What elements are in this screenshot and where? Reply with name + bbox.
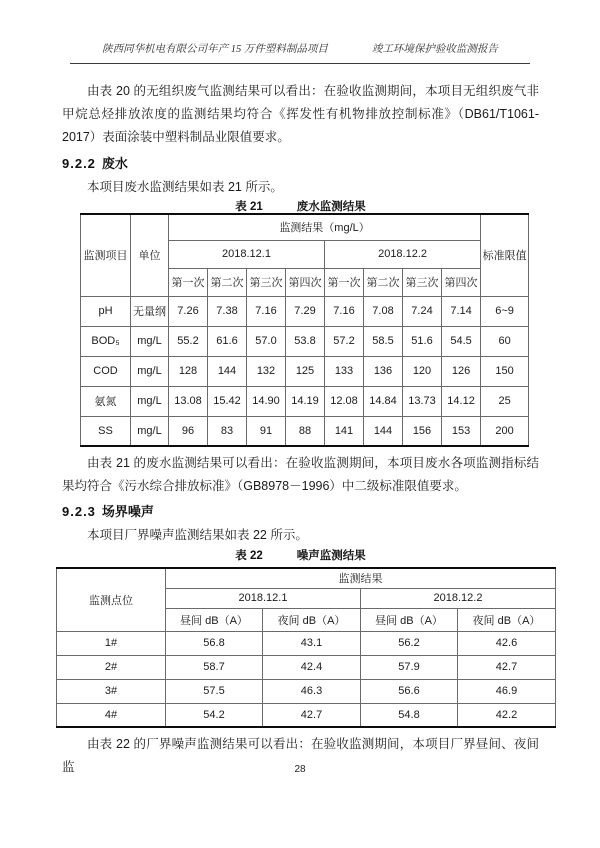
table-row <box>57 703 556 727</box>
cell-value: 156 <box>403 416 442 446</box>
cell-limit: 150 <box>481 356 529 386</box>
col-header-run: 第三次 <box>403 268 442 296</box>
col-header-date2: 2018.12.2 <box>361 588 556 608</box>
table21-caption <box>62 198 539 214</box>
section-heading-9-2-3 <box>62 501 154 520</box>
cell-value: 46.3 <box>263 679 361 703</box>
col-header-date2: 2018.12.2 <box>325 240 481 268</box>
cell-value: 42.7 <box>263 703 361 727</box>
cell-value: 58.7 <box>166 655 263 679</box>
section-number: 9.2.3 <box>62 504 96 519</box>
cell-value: 42.7 <box>458 655 556 679</box>
col-header-result-group: 监测结果（mg/L） <box>169 214 481 240</box>
header-divider <box>70 63 530 64</box>
cell-value: 54.2 <box>166 703 263 727</box>
cell-limit: 25 <box>481 386 529 416</box>
col-header-date1: 2018.12.1 <box>166 588 361 608</box>
cell-unit: 无量纲 <box>131 296 169 326</box>
col-header-result-group: 监测结果 <box>166 568 556 588</box>
col-header-day-night: 昼间 dB（A） <box>361 608 458 631</box>
cell-limit: 6~9 <box>481 296 529 326</box>
cell-value: 7.24 <box>403 296 442 326</box>
table22-caption <box>62 547 539 563</box>
cell-point: 1# <box>57 631 166 655</box>
table-row <box>81 296 529 326</box>
cell-value: 46.9 <box>458 679 556 703</box>
col-header-run: 第一次 <box>325 268 364 296</box>
cell-value: 56.2 <box>361 631 458 655</box>
table-row <box>57 679 556 703</box>
col-header-day-night: 昼间 dB（A） <box>166 608 263 631</box>
cell-value: 7.14 <box>442 296 481 326</box>
cell-value: 14.19 <box>286 386 325 416</box>
header-project-title: 陕西同华机电有限公司年产 15 万件塑料制品项目 <box>102 44 328 55</box>
cell-value: 91 <box>247 416 286 446</box>
cell-unit: mg/L <box>131 416 169 446</box>
section-heading-9-2-2 <box>62 153 128 172</box>
table-row <box>81 356 529 386</box>
table21-caption-number: 表 21 <box>235 201 263 213</box>
col-header-date1: 2018.12.1 <box>169 240 325 268</box>
col-header-run: 第四次 <box>442 268 481 296</box>
table-row <box>57 655 556 679</box>
col-header-run: 第一次 <box>169 268 208 296</box>
cell-value: 96 <box>169 416 208 446</box>
paragraph-table22-intro: 本项目厂界噪声监测结果如表 22 所示。 <box>87 528 308 542</box>
cell-value: 15.42 <box>208 386 247 416</box>
cell-limit: 200 <box>481 416 529 446</box>
cell-limit: 60 <box>481 326 529 356</box>
col-header-point: 监测点位 <box>57 568 166 631</box>
cell-unit: mg/L <box>131 326 169 356</box>
section-title: 废水 <box>101 156 128 171</box>
cell-unit: mg/L <box>131 386 169 416</box>
paragraph-table22-conclusion: 由表 22 的厂界噪声监测结果可以看出：在验收监测期间，本项目厂界昼间、夜间监 <box>62 737 539 774</box>
cell-value: 14.90 <box>247 386 286 416</box>
col-header-run: 第二次 <box>208 268 247 296</box>
cell-value: 141 <box>325 416 364 446</box>
col-header-run: 第二次 <box>364 268 403 296</box>
col-header-item: 监测项目 <box>81 214 131 296</box>
cell-value: 53.8 <box>286 326 325 356</box>
cell-item: SS <box>81 416 131 446</box>
cell-value: 42.2 <box>458 703 556 727</box>
col-header-run: 第三次 <box>247 268 286 296</box>
cell-value: 54.5 <box>442 326 481 356</box>
section-number: 9.2.2 <box>62 156 96 171</box>
table22-caption-number: 表 22 <box>235 550 263 562</box>
cell-value: 55.2 <box>169 326 208 356</box>
table21-caption-title: 废水监测结果 <box>296 201 366 213</box>
cell-value: 136 <box>364 356 403 386</box>
cell-value: 56.8 <box>166 631 263 655</box>
cell-value: 57.9 <box>361 655 458 679</box>
col-header-day-night: 夜间 dB（A） <box>263 608 361 631</box>
cell-item: pH <box>81 296 131 326</box>
cell-value: 144 <box>364 416 403 446</box>
noise-results-table <box>56 567 556 728</box>
cell-point: 2# <box>57 655 166 679</box>
cell-item: BOD₅ <box>81 326 131 356</box>
col-header-unit: 单位 <box>131 214 169 296</box>
cell-value: 7.38 <box>208 296 247 326</box>
cell-value: 58.5 <box>364 326 403 356</box>
col-header-day-night: 夜间 dB（A） <box>458 608 556 631</box>
cell-value: 57.5 <box>166 679 263 703</box>
cell-unit: mg/L <box>131 356 169 386</box>
cell-point: 4# <box>57 703 166 727</box>
cell-value: 7.16 <box>247 296 286 326</box>
cell-value: 83 <box>208 416 247 446</box>
cell-value: 56.6 <box>361 679 458 703</box>
col-header-limit: 标准限值 <box>481 214 529 296</box>
section-title: 场界噪声 <box>101 504 154 519</box>
cell-value: 126 <box>442 356 481 386</box>
cell-value: 7.08 <box>364 296 403 326</box>
running-header <box>0 41 600 56</box>
wastewater-results-table <box>80 213 529 447</box>
cell-value: 51.6 <box>403 326 442 356</box>
cell-value: 42.4 <box>263 655 361 679</box>
cell-value: 12.08 <box>325 386 364 416</box>
cell-value: 14.12 <box>442 386 481 416</box>
cell-value: 54.8 <box>361 703 458 727</box>
cell-value: 128 <box>169 356 208 386</box>
cell-value: 120 <box>403 356 442 386</box>
cell-point: 3# <box>57 679 166 703</box>
cell-value: 57.2 <box>325 326 364 356</box>
cell-value: 144 <box>208 356 247 386</box>
cell-value: 7.16 <box>325 296 364 326</box>
table-row <box>81 416 529 446</box>
cell-value: 88 <box>286 416 325 446</box>
table-row <box>81 326 529 356</box>
paragraph-table21-intro: 本项目废水监测结果如表 21 所示。 <box>87 180 283 194</box>
cell-value: 43.1 <box>263 631 361 655</box>
cell-value: 61.6 <box>208 326 247 356</box>
paragraph-table21-conclusion: 由表 21 的废水监测结果可以看出：在验收监测期间，本项目废水各项监测指标结果均符合《污水综合排放标准》（GB8978－1996）中二级标准限值要求。 <box>62 456 539 493</box>
cell-item: 氨氮 <box>81 386 131 416</box>
table22-caption-title: 噪声监测结果 <box>296 550 366 562</box>
header-report-title: 竣工环境保护验收监测报告 <box>371 44 498 55</box>
cell-value: 13.73 <box>403 386 442 416</box>
cell-value: 7.29 <box>286 296 325 326</box>
table-row <box>57 631 556 655</box>
table-row <box>81 386 529 416</box>
cell-value: 14.84 <box>364 386 403 416</box>
cell-value: 133 <box>325 356 364 386</box>
cell-value: 153 <box>442 416 481 446</box>
cell-value: 42.6 <box>458 631 556 655</box>
col-header-run: 第四次 <box>286 268 325 296</box>
cell-value: 7.26 <box>169 296 208 326</box>
cell-item: COD <box>81 356 131 386</box>
cell-value: 125 <box>286 356 325 386</box>
paragraph-table20-conclusion: 由表 20 的无组织废气监测结果可以看出：在验收监测期间，本项目无组织废气非甲烷总烃排放浓度的监测结果均符合《挥发性有机物排放控制标准》（DB61/T1061-2017）表面涂装中塑料制品业限值要求。 <box>62 84 539 144</box>
page-number: 28 <box>294 764 306 775</box>
cell-value: 13.08 <box>169 386 208 416</box>
cell-value: 132 <box>247 356 286 386</box>
cell-value: 57.0 <box>247 326 286 356</box>
